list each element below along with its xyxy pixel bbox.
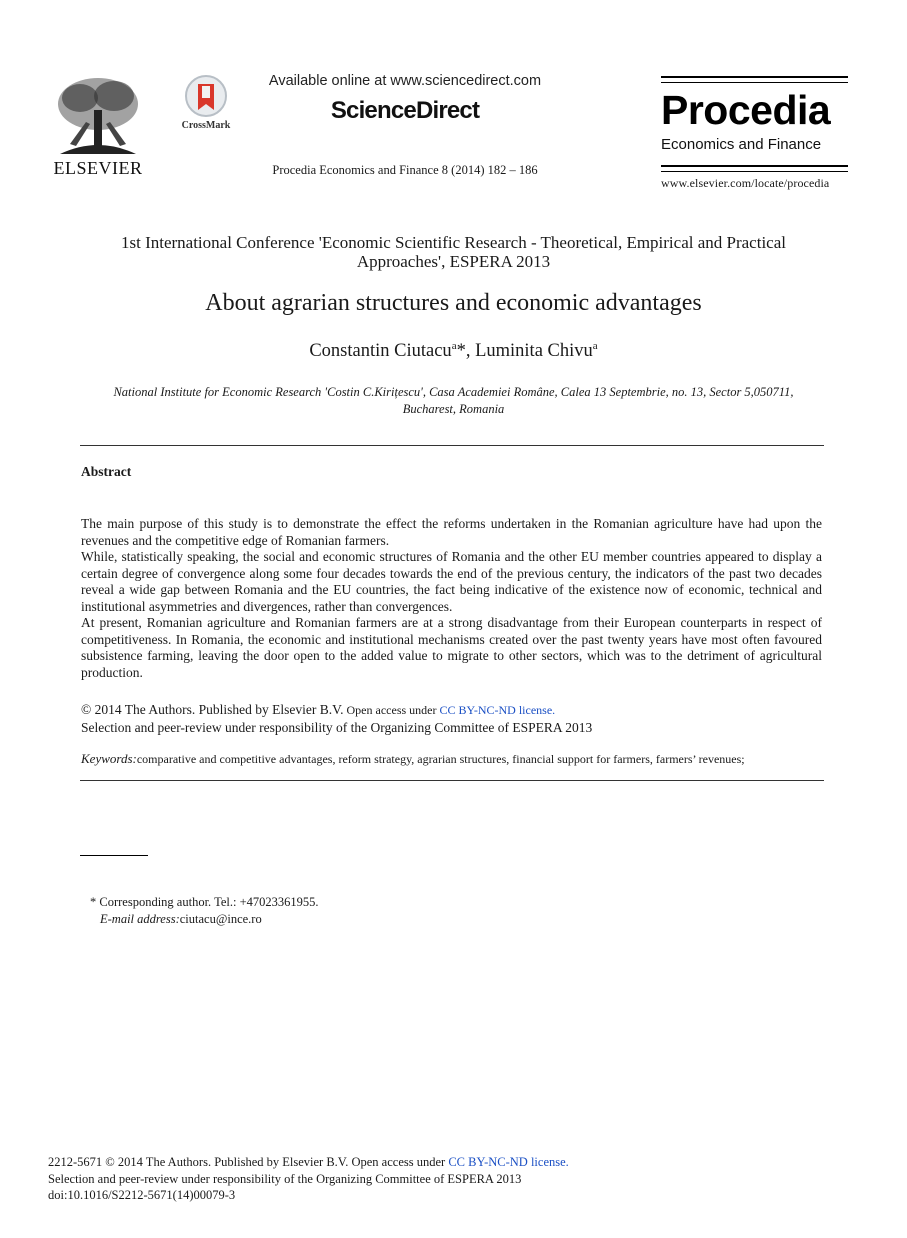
procedia-rule bbox=[661, 76, 848, 78]
license-line-1 bbox=[81, 701, 822, 719]
author-list bbox=[60, 340, 847, 362]
author-separator: , bbox=[465, 341, 476, 362]
email-address[interactable]: ciutacu@ince.ro bbox=[179, 912, 262, 926]
license-link[interactable]: CC BY-NC-ND license. bbox=[439, 703, 556, 717]
bottom-license-link[interactable]: CC BY-NC-ND license. bbox=[448, 1155, 569, 1169]
conference-name bbox=[70, 233, 837, 271]
license-line-2: Selection and peer-review under responsibility of the Organizing Committee of ESPERA 2013 bbox=[81, 720, 593, 735]
corresponding-mark: * bbox=[456, 341, 466, 362]
procedia-subtitle: Economics and Finance bbox=[661, 136, 822, 153]
copyright-text: © 2014 The Authors. Published by Elsevier B.V. bbox=[81, 702, 344, 717]
procedia-rule bbox=[661, 165, 848, 167]
conference-line-1: 1st International Conference 'Economic Scientific Research - Theoretical, Empirical and Practical bbox=[120, 233, 786, 252]
keywords-label: Keywords: bbox=[81, 751, 137, 766]
elsevier-wordmark: ELSEVIER bbox=[53, 158, 143, 178]
open-access-text: Open access under bbox=[343, 703, 440, 717]
abstract-paragraph: The main purpose of this study is to demonstrate the effect the reforms undertaken in the Romanian agriculture have had upon the revenues and the competitive edge of Romanian farmers. bbox=[81, 516, 822, 548]
issn-text: 2212-5671 © 2014 The Authors. Published by Elsevier B.V. Open access under bbox=[48, 1155, 449, 1169]
sciencedirect-wordmark: ScienceDirect bbox=[330, 97, 480, 124]
peer-review-line: Selection and peer-review under responsibility of the Organizing Committee of ESPERA 2013 bbox=[48, 1171, 522, 1186]
procedia-url[interactable]: www.elsevier.com/locate/procedia bbox=[661, 176, 830, 190]
affiliation-line-2: Bucharest, Romania bbox=[402, 402, 505, 416]
footnote-rule bbox=[80, 855, 148, 856]
keywords-text: comparative and competitive advantages, reform strategy, agrarian structures, financial support for farmers, farmers’ revenues; bbox=[136, 752, 745, 766]
available-online-text: Available online at www.sciencedirect.com bbox=[268, 73, 542, 89]
journal-citation: Procedia Economics and Finance 8 (2014) 182 – 186 bbox=[272, 163, 538, 177]
affiliation-mark: a bbox=[592, 340, 598, 352]
issn-line bbox=[48, 1154, 569, 1171]
crossmark-label: CrossMark bbox=[181, 120, 231, 131]
procedia-rule bbox=[661, 82, 848, 83]
section-divider bbox=[80, 780, 824, 781]
author-name: Constantin Ciutacu bbox=[309, 341, 452, 362]
conference-line-2: Approaches', ESPERA 2013 bbox=[356, 252, 551, 271]
author-name: Luminita Chivu bbox=[475, 341, 593, 362]
abstract-paragraph: While, statistically speaking, the social and economic structures of Romania and the other EU member countries appeared to display a certain degree of convergence along some four decades towards the end of the previous century, the indicators of the past two decades reveal a wide gap between Romania and the EU countries, the fact being indicative of the existence now of economic, technical and institutional asymmetries and divergences, rather than convergences. bbox=[81, 549, 822, 614]
doi-line[interactable]: doi:10.1016/S2212-5671(14)00079-3 bbox=[48, 1188, 236, 1202]
keywords bbox=[81, 751, 822, 767]
affiliation-line-1: National Institute for Economic Research 'Costin C.Kirițescu', Casa Academiei Române, Calea 13 Septembrie, no. 13, Sector 5,050711, bbox=[113, 385, 794, 399]
procedia-rule bbox=[661, 171, 848, 172]
email-line bbox=[90, 911, 319, 928]
email-label: E-mail address: bbox=[100, 912, 180, 926]
section-divider bbox=[80, 445, 824, 446]
bottom-info bbox=[48, 1154, 569, 1204]
procedia-wordmark: Procedia bbox=[661, 87, 831, 133]
affiliation bbox=[80, 384, 827, 418]
abstract-heading: Abstract bbox=[81, 464, 132, 479]
paper-title: About agrarian structures and economic advantages bbox=[205, 290, 702, 316]
license-statement bbox=[81, 701, 822, 737]
affiliation-mark: a bbox=[451, 340, 457, 352]
abstract-body bbox=[81, 516, 822, 681]
abstract-paragraph: At present, Romanian agriculture and Romanian farmers are at a strong disadvantage from their European counterparts in respect of competitiveness. In Romania, the economic and institutional mechanisms created over the past twenty years have most often favoured subsistence farming, leaving the door open to the added value to migrate to other sectors, which was to the detriment of agricultural production. bbox=[81, 615, 822, 680]
corresponding-author: * Corresponding author. Tel.: +47023361955. bbox=[90, 895, 319, 909]
footnote bbox=[90, 894, 319, 928]
